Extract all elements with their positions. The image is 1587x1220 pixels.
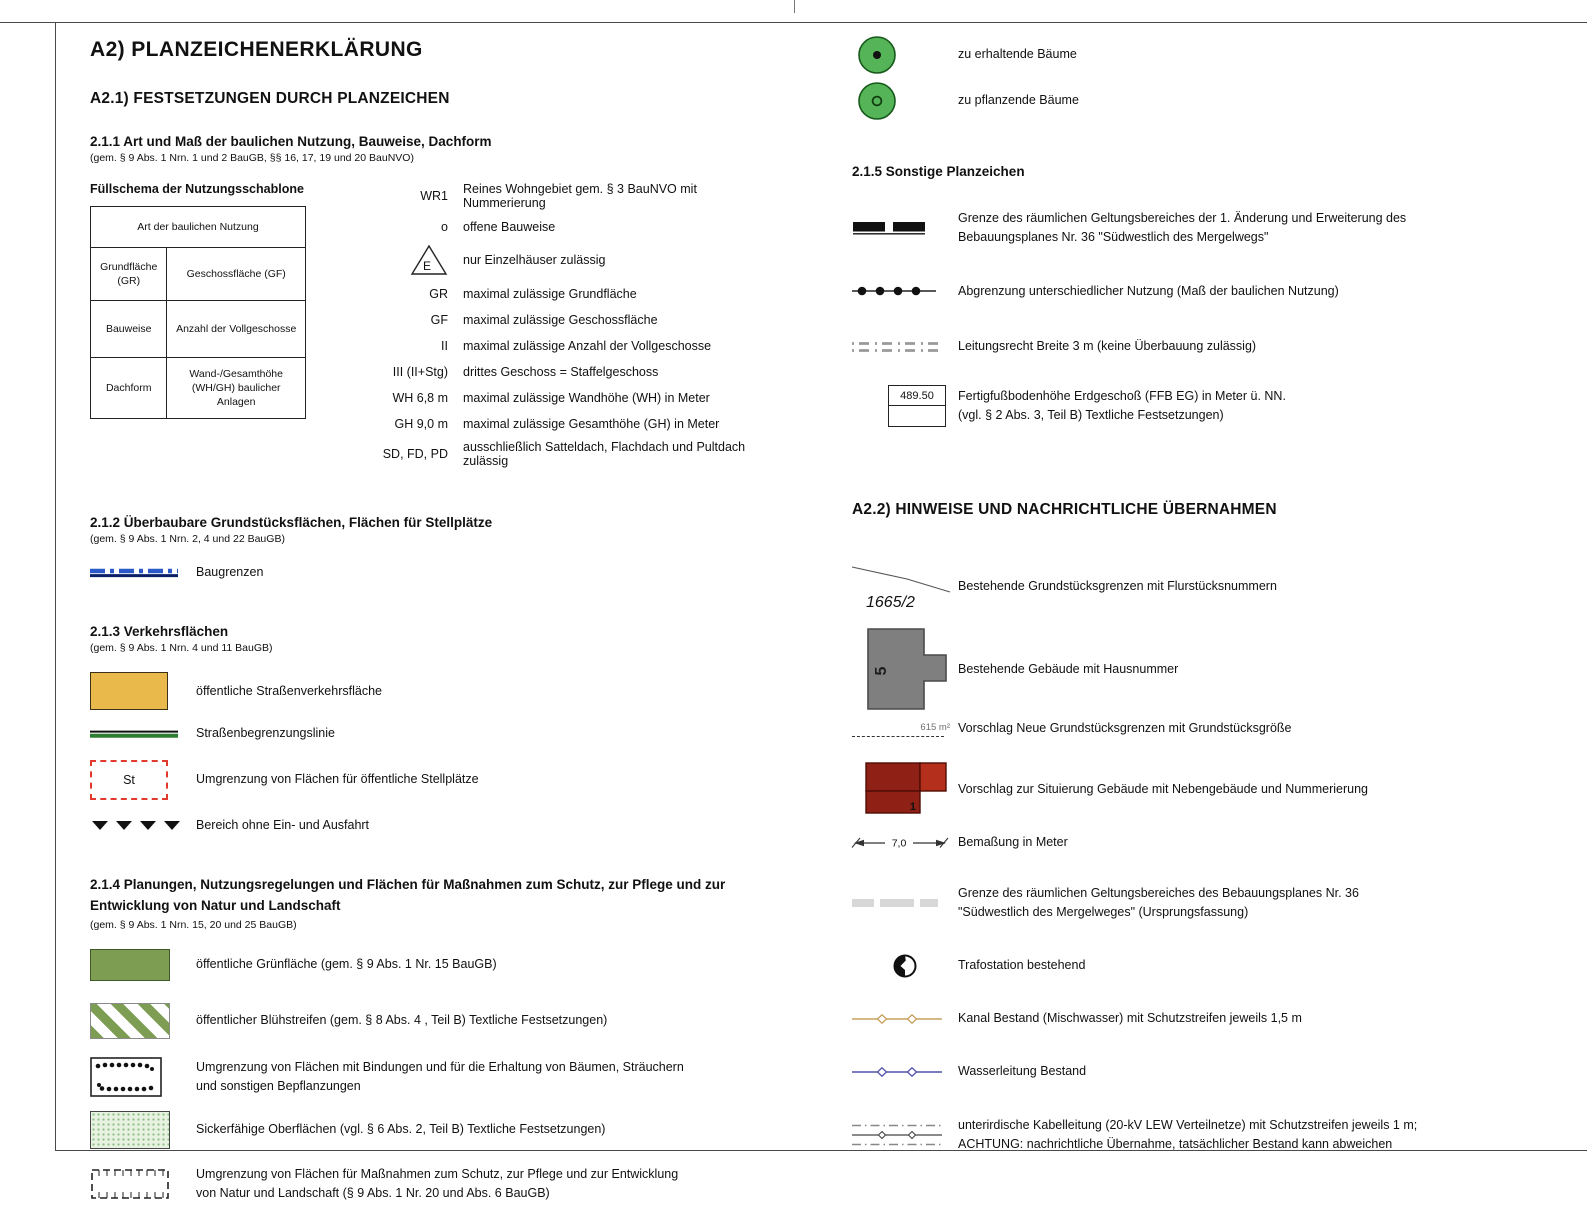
legend-label-line2: (vgl. § 2 Abs. 3, Teil B) Textliche Festsetzungen) (958, 407, 1224, 422)
stellplaetze-row (90, 760, 770, 800)
def-text: maximal zulässige Gesamthöhe (GH) in Meter (463, 416, 720, 431)
einzelhaus-triangle-icon (362, 244, 448, 276)
schema-cell-vollgeschosse: Anzahl der Vollgeschosse (167, 301, 306, 358)
def-text: maximal zulässige Grundfläche (463, 286, 637, 301)
leitungsrecht-dashes-icon (852, 340, 958, 354)
legend-label: Vorschlag zur Situierung Gebäude mit Nebengebäude und Nummerierung (958, 782, 1368, 796)
legend-label (196, 1165, 678, 1204)
bluehstreifen-swatch-icon (90, 1003, 196, 1039)
svg-text:1665/2: 1665/2 (866, 594, 915, 612)
def-row-wr1 (362, 182, 770, 210)
section-211-heading: 2.1.1 Art und Maß der baulichen Nutzung, Bauweise, Dachform (90, 134, 492, 149)
baugrenze-line-icon (90, 567, 196, 579)
def-term: SD, FD, PD (382, 447, 448, 461)
abgrenzung-dots-icon (852, 285, 958, 297)
neue-grenzen-row (852, 719, 1532, 738)
strassenflaeche-swatch-icon (90, 672, 196, 710)
legend-label-line1: unterirdische Kabelleitung (20-kV LEW Verteilnetze) mit Schutzstreifen jeweils 1 m; (958, 1117, 1418, 1132)
grenze-ursprung-row (852, 884, 1532, 923)
massnahmen-row (90, 1165, 770, 1204)
section-213-legal: (gem. § 9 Abs. 1 Nrn. 4 und 11 BauGB) (90, 642, 273, 655)
def-row-gr (362, 284, 770, 303)
legend-label (958, 387, 1286, 426)
section-214-heading-line2: Entwicklung von Natur und Landschaft (90, 898, 341, 914)
svg-text:5: 5 (873, 666, 890, 676)
bemassung-icon (852, 833, 958, 851)
fold-mark (794, 0, 795, 13)
section-211-legal: (gem. § 9 Abs. 1 Nrn. 1 und 2 BauGB, §§ 16, 17, 19 und 20 BauNVO) (90, 152, 414, 164)
sheet-frame-left (55, 22, 56, 1150)
right-column (852, 34, 1532, 1170)
legend-label: öffentlicher Blühstreifen (gem. § 8 Abs. 4 , Teil B) Textliche Festsetzungen) (196, 1013, 608, 1028)
legend-label: Umgrenzung von Flächen für öffentliche Stellplätze (196, 772, 479, 787)
schema-cell-grundflaeche: Grundfläche (GR) (91, 248, 167, 301)
def-text: Reines Wohngebiet gem. § 3 BauNVO mit Nummerierung (463, 182, 697, 210)
stellplatz-rect-icon (90, 760, 196, 800)
legend-label: öffentliche Grünfläche (gem. § 9 Abs. 1 Nr. 15 BauGB) (196, 957, 497, 972)
section-212-heading: 2.1.2 Überbaubare Grundstücksflächen, Flächen für Stellplätze (90, 515, 493, 530)
def-text: ausschließlich Satteldach, Flachdach und Pultdach zulässig (463, 440, 746, 468)
bemassung-row (852, 833, 1532, 852)
gruenflaeche-row (90, 949, 770, 981)
stellplatz-st-label: St (123, 772, 135, 787)
schema-cell-dachform: Dachform (91, 358, 167, 419)
kanal-line-icon (852, 1013, 958, 1025)
schema-cell-art: Art der baulichen Nutzung (91, 207, 306, 248)
keine-ausfahrt-row (90, 816, 770, 835)
def-row-einzelhaus (362, 243, 770, 277)
abgrenzung-row (852, 282, 1532, 301)
gebaeude-vorschlag-icon (852, 757, 958, 823)
schema-cell-hoehen: Wand-/Gesamthöhe (WH/GH) baulicher Anlagen (167, 358, 306, 419)
section-212-legal: (gem. § 9 Abs. 1 Nrn. 2, 4 und 22 BauGB) (90, 533, 285, 545)
schema-title: Füllschema der Nutzungsschablone (90, 182, 304, 196)
legend-label: Bemaßung in Meter (958, 834, 1068, 849)
kanal-row (852, 1009, 1532, 1028)
def-term: III (II+Stg) (392, 364, 448, 379)
legend-label-line2: von Natur und Landschaft (§ 9 Abs. 1 Nr. 20 und Abs. 6 BauGB) (196, 1186, 550, 1201)
def-text: maximal zulässige Wandhöhe (WH) in Meter (463, 390, 710, 405)
def-term: II (441, 338, 448, 353)
def-row-o (362, 217, 770, 236)
nutzungsschablone-table-block (90, 182, 362, 419)
legend-label (958, 1116, 1417, 1155)
section-214-heading-line1: 2.1.4 Planungen, Nutzungsregelungen und Flächen für Maßnahmen zum Schutz, zur Pflege und zur (90, 877, 726, 893)
def-term: GF (430, 312, 448, 327)
strassenflaeche-row (90, 672, 770, 710)
wasserleitung-line-icon (852, 1066, 958, 1078)
legend-label: Bereich ohne Ein- und Ausfahrt (196, 817, 370, 832)
tree-preserve-icon (852, 34, 958, 76)
section-215-heading: 2.1.5 Sonstige Planzeichen (852, 164, 1025, 179)
legend-label: Trafostation bestehend (958, 958, 1086, 973)
legend-label (958, 884, 1359, 923)
legend-label (196, 1058, 684, 1097)
svg-text:E: E (422, 259, 432, 273)
legend-label: Kanal Bestand (Mischwasser) mit Schutzstreifen jeweils 1,5 m (958, 1010, 1302, 1025)
def-term: GR (429, 286, 448, 301)
schema-cell-geschossflaeche: Geschossfläche (GF) (167, 248, 306, 301)
legend-label: Bestehende Grundstücksgrenzen mit Flurstücksnummern (958, 578, 1277, 593)
legend-label: Baugrenzen (196, 565, 264, 579)
tree-plant-icon (852, 80, 958, 122)
svg-text:7,0: 7,0 (891, 837, 907, 850)
tree-plant-row (852, 80, 1532, 122)
section-213-heading: 2.1.3 Verkehrsflächen (90, 624, 229, 640)
bestehende-gebaeude-row (852, 623, 1532, 715)
def-text: drittes Geschoss = Staffelgeschoss (463, 364, 659, 379)
def-text: maximal zulässige Geschossfläche (463, 312, 658, 327)
legend-label-line1: Fertigfußbodenhöhe Erdgeschoß (FFB EG) in Meter ü. NN. (958, 388, 1286, 403)
legend-label: Bestehende Gebäude mit Hausnummer (958, 661, 1179, 676)
strassenbegrenzung-line-icon (90, 729, 196, 739)
legend-label: Abgrenzung unterschiedlicher Nutzung (Maß der baulichen Nutzung) (958, 283, 1339, 298)
grenze-aenderung-row (852, 209, 1532, 248)
nutzungsschablone-block (90, 182, 770, 475)
gruenflaeche-swatch-icon (90, 949, 196, 981)
legend-label: zu erhaltende Bäume (958, 47, 1077, 62)
section-a21-heading: A2.1) FESTSETZUNGEN DURCH PLANZEICHEN (90, 90, 450, 107)
legend-label: Vorschlag Neue Grundstücksgrenzen mit Grundstücksgröße (958, 721, 1292, 736)
section-214-legal: (gem. § 9 Abs. 1 Nrn. 15, 20 und 25 BauGB) (90, 918, 297, 931)
sickerflaeche-swatch-icon (90, 1111, 196, 1149)
def-term: o (441, 219, 448, 234)
legend-label: öffentliche Straßenverkehrsfläche (196, 683, 382, 698)
left-column (90, 38, 770, 1220)
schema-cell-bauweise: Bauweise (91, 301, 167, 358)
legend-label (958, 209, 1406, 248)
legend-label: Straßenbegrenzungslinie (196, 726, 335, 741)
sheet-frame-top (0, 22, 1587, 23)
ffb-row (852, 385, 1532, 428)
legend-label-line1: Grenze des räumlichen Geltungsbereiches des Bebauungsplanes Nr. 36 (958, 886, 1359, 901)
keine-ausfahrt-triangles-icon (90, 819, 196, 831)
def-text: offene Bauweise (463, 219, 556, 234)
legend-label-line2: Bebauungsplanes Nr. 36 "Südwestlich des Mergelwegs" (958, 230, 1269, 245)
neue-grundstuecksgrenze-icon (852, 722, 958, 737)
legend-label: Sickerfähige Oberflächen (vgl. § 6 Abs. 2, Teil B) Textliche Festsetzungen) (196, 1122, 606, 1137)
legend-label-line1: Umgrenzung von Flächen für Maßnahmen zum Schutz, zur Pflege und zur Entwicklung (196, 1166, 679, 1181)
trafostation-icon (852, 953, 958, 979)
bluehstreifen-row (90, 1003, 770, 1039)
def-row-iii (362, 362, 770, 381)
geltungsbereich-aenderung-icon (852, 221, 958, 236)
def-row-ii (362, 336, 770, 355)
legend-label-line2: ACHTUNG: nachrichtliche Übernahme, tatsächlicher Bestand kann abweichen (958, 1136, 1393, 1151)
legend-label-line2: "Südwestlich des Mergelweges" (Ursprungsfassung) (958, 905, 1249, 920)
def-row-gf (362, 310, 770, 329)
sicker-row (90, 1111, 770, 1149)
def-term: GH 9,0 m (394, 416, 448, 431)
flaechengroesse-label: 615 m² (920, 721, 950, 733)
def-text: maximal zulässige Anzahl der Vollgeschosse (463, 338, 712, 353)
svg-text:1: 1 (909, 800, 916, 813)
def-term: WR1 (420, 189, 448, 203)
def-text: nur Einzelhäuser zulässig (463, 253, 606, 267)
legend-label: Leitungsrecht Breite 3 m (keine Überbauung zulässig) (958, 339, 1257, 354)
legend-label-line1: Umgrenzung von Flächen mit Bindungen und für die Erhaltung von Bäumen, Sträuchern (196, 1059, 684, 1074)
legend-label: zu pflanzende Bäume (958, 93, 1079, 108)
def-term: WH 6,8 m (392, 390, 448, 405)
baugrenzen-row (90, 563, 770, 582)
def-row-daecher (362, 440, 770, 468)
flurstueck-boundary-icon (852, 559, 958, 613)
trafostation-row (852, 953, 1532, 979)
wasserleitung-row (852, 1062, 1532, 1081)
massnahmen-rect-icon (90, 1166, 196, 1202)
ffb-box-icon (852, 385, 958, 428)
tree-preserve-row (852, 34, 1532, 76)
bestehendes-gebaeude-icon (852, 623, 958, 715)
legend-label-line1: Grenze des räumlichen Geltungsbereiches der 1. Änderung und Erweiterung des (958, 211, 1407, 225)
legend-label-line2: und sonstigen Bepflanzungen (196, 1078, 361, 1093)
page-title: A2) PLANZEICHENERKLÄRUNG (90, 38, 423, 61)
abbreviation-list (362, 182, 770, 475)
flurstueck-row (852, 559, 1532, 613)
kabelleitung-lines-icon (852, 1122, 958, 1148)
strassenbegrenzung-row (90, 724, 770, 743)
bindungen-rect-icon (90, 1057, 196, 1097)
situierung-row (852, 757, 1532, 823)
leitungsrecht-row (852, 337, 1532, 356)
section-a22-heading: A2.2) HINWEISE UND NACHRICHTLICHE ÜBERNAHMEN (852, 501, 1277, 519)
ffb-value: 489.50 (888, 385, 946, 407)
schema-table (90, 206, 306, 419)
legend-label: Wasserleitung Bestand (958, 1064, 1087, 1079)
ffb-empty-box (888, 405, 946, 427)
bindungen-row (90, 1057, 770, 1097)
kabelleitung-row (852, 1116, 1532, 1155)
def-row-gh (362, 414, 770, 433)
def-row-wh (362, 388, 770, 407)
geltungsbereich-ursprung-icon (852, 897, 958, 909)
